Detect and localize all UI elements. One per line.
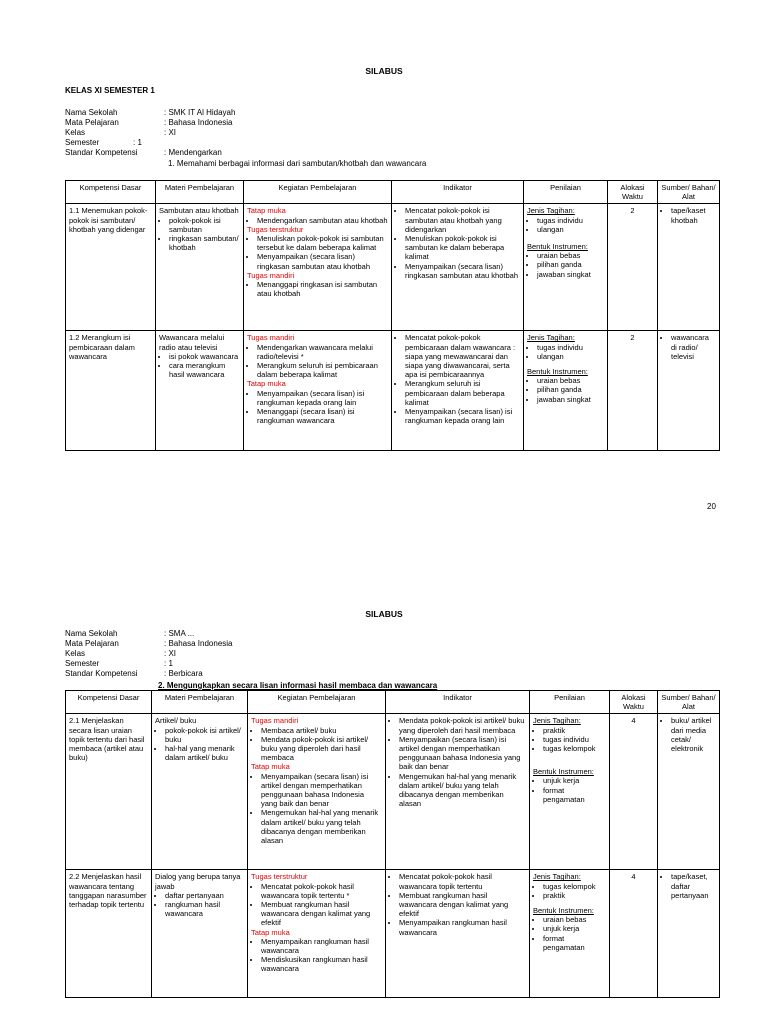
header-alokasi: Alokasi Waktu: [608, 181, 658, 204]
penilaian-cell: [530, 714, 610, 870]
header-kegiatan: Kegiatan Pembelajaran: [244, 181, 392, 204]
page2-syllabus-table: [65, 690, 720, 998]
list-item: • Mendiskusikan rangkuman hasil wawancara: [261, 955, 382, 973]
kegiatan-cell: [244, 331, 392, 451]
kegiatan-label: Tugas mandiri: [247, 270, 295, 280]
meta-value: : Mendengarkan: [164, 148, 222, 157]
alokasi-cell: 2: [608, 204, 658, 331]
materi-list: [159, 216, 240, 253]
materi-cell: [152, 714, 248, 870]
list-item: • Menyampaikan rangkuman hasil wawancara: [261, 937, 382, 955]
header-kegiatan: Kegiatan Pembelajaran: [248, 691, 386, 714]
list-item: • Membuat rangkuman hasil wawancara dengan kalimat yang efektif: [399, 891, 526, 919]
meta-row: [65, 649, 465, 659]
list-item: • Mengemukan hal-hal yang menarik dalam artikel/ buku yang telah dibacanya dengan memberikan alasan: [399, 772, 526, 809]
list-item: • Menuliskan pokok-pokok isi sambutan tersebut ke dalam beberapa kalimat: [257, 234, 388, 252]
kegiatan-label: Tugas mandiri: [247, 333, 295, 343]
list-item: • pilihan ganda: [537, 385, 604, 394]
meta-row: [65, 128, 465, 138]
list-item: • format pengamatan: [543, 934, 606, 952]
list-item: • Mencatat pokok-pokok hasil wawancara topik tertentu: [399, 872, 526, 890]
table-row: [66, 714, 720, 870]
meta-row: [65, 639, 465, 649]
indikator-cell: [386, 870, 530, 998]
meta-row: [65, 629, 465, 639]
page1-sk-line: 1. Memahami berbagai informasi dari sambutan/khotbah dan wawancara: [168, 159, 427, 168]
kd-cell: 1.1 Menemukan pokok-pokok isi sambutan/ khotbah yang didengar: [66, 204, 156, 331]
penilaian-label: Jenis Tagihan:: [533, 716, 581, 726]
list-item: • hal-hal yang menarik dalam artikel/ buku: [165, 744, 244, 762]
table-header-row: [66, 181, 720, 204]
penilaian-label: Jenis Tagihan:: [527, 333, 575, 343]
list-item: • buku/ artikel dari media cetak/ elektronik: [671, 716, 716, 753]
list-item: • jawaban singkat: [537, 270, 604, 279]
list-item: • praktik: [543, 891, 606, 900]
list-item: • Mendata pokok-pokok isi artikel/ buku yang diperoleh dari hasil membaca: [261, 735, 382, 763]
meta-value: : Bahasa Indonesia: [164, 639, 233, 648]
list-item: • tugas individu: [543, 735, 606, 744]
list-item: • Menyampaikan (secara lisan) isi rangkuman kepada orang lain: [257, 389, 388, 407]
kegiatan-label: Tugas mandiri: [251, 716, 299, 726]
alokasi-cell: 2: [608, 331, 658, 451]
page2-sk-line: 2. Mengungkapkan secara lisan informasi hasil membaca dan wawancara: [158, 681, 438, 690]
kegiatan-label: Tatap muka: [251, 927, 290, 937]
indikator-cell: [392, 204, 524, 331]
header-indikator: Indikator: [386, 691, 530, 714]
kegiatan-cell: [244, 204, 392, 331]
meta-row: [65, 669, 465, 679]
alokasi-cell: 4: [610, 714, 658, 870]
meta-key: Mata Pelajaran: [65, 118, 119, 127]
penilaian-label: Bentuk Instrumen:: [533, 767, 594, 777]
kegiatan-cell: [248, 714, 386, 870]
header-penilaian: Penilaian: [524, 181, 608, 204]
list-item: • praktik: [543, 726, 606, 735]
list-item: • Menyampaikan (secara lisan) isi rangkuman kepada orang lain: [405, 407, 520, 425]
list-item: • Mendengarkan wawancara melalui radio/televisi *: [257, 343, 388, 361]
header-penilaian: Penilaian: [530, 691, 610, 714]
list-item: • Menyampaikan (secara lisan) isi artikel dengan memperhatikan penggunaan bahasa Indonesia yang baik dan benar: [399, 735, 526, 772]
list-item: • ulangan: [537, 225, 604, 234]
list-item: • jawaban singkat: [537, 395, 604, 404]
page-number: 20: [707, 502, 716, 511]
indikator-cell: [386, 714, 530, 870]
list-item: • daftar pertanyaan: [165, 891, 244, 900]
list-item: • pilihan ganda: [537, 260, 604, 269]
kd-cell: 2.1 Menjelaskan secara lisan uraian topik tertentu dari hasil membaca (artikel atau buku): [66, 714, 152, 870]
meta-value: : XI: [164, 649, 177, 658]
list-item: • Menanggapi ringkasan isi sambutan atau khotbah: [257, 280, 388, 298]
penilaian-cell: [524, 331, 608, 451]
header-materi: Materi Pembelajaran: [156, 181, 244, 204]
materi-cell: [156, 204, 244, 331]
materi-head: Dialog yang berupa tanya jawab: [155, 872, 241, 891]
page1-class-line: KELAS XI SEMESTER 1: [65, 86, 155, 95]
penilaian-cell: [524, 204, 608, 331]
penilaian-label: Jenis Tagihan:: [533, 872, 581, 882]
header-kompetensi: Kompetensi Dasar: [66, 181, 156, 204]
penilaian-label: Jenis Tagihan:: [527, 206, 575, 216]
list-item: • rangkuman hasil wawancara: [165, 900, 244, 918]
penilaian-cell: [530, 870, 610, 998]
kegiatan-label: Tatap muka: [247, 379, 286, 389]
indikator-cell: [392, 331, 524, 451]
meta-value: : 1: [164, 659, 173, 668]
kd-cell: 1.2 Merangkum isi pembicaraan dalam wawancara: [66, 331, 156, 451]
list-item: • unjuk kerja: [543, 924, 606, 933]
table-header-row: [66, 691, 720, 714]
kd-cell: 2.2 Menjelaskan hasil wawancara tentang tanggapan narasumber terhadap topik tertentu: [66, 870, 152, 998]
meta-key: Nama Sekolah: [65, 629, 118, 638]
table-row: [66, 870, 720, 998]
list-item: • Merangkum seluruh isi pembicaraan dalam beberapa kalimat: [257, 361, 388, 379]
meta-value: : SMK IT Al Hidayah: [164, 108, 236, 117]
table-row: [66, 331, 720, 451]
list-item: • Merangkum seluruh isi pembicaraan dalam beberapa kalimat: [405, 379, 520, 407]
meta-row: [65, 148, 465, 158]
kegiatan-label: Tatap muka: [251, 762, 290, 772]
list-item: • pokok-pokok isi artikel/ buku: [165, 726, 244, 744]
meta-value: : SMA ...: [164, 629, 195, 638]
meta-key: Semester: [65, 659, 100, 668]
list-item: • tugas kelompok: [543, 744, 606, 753]
list-item: • Mendengarkan sambutan atau khotbah: [257, 216, 388, 225]
penilaian-label: Bentuk Instrumen:: [533, 906, 594, 916]
kegiatan-cell: [248, 870, 386, 998]
list-item: • ringkasan sambutan/ khotbah: [169, 234, 240, 252]
page1-syllabus-table: [65, 180, 720, 451]
list-item: • uraian bebas: [537, 251, 604, 260]
meta-row: [65, 138, 465, 148]
kegiatan-label: Tugas terstruktur: [251, 872, 308, 882]
list-item: • tugas kelompok: [543, 882, 606, 891]
list-item: • tape/kaset, daftar pertanyaan: [671, 872, 716, 900]
list-item: • pokok-pokok isi sambutan: [169, 216, 240, 234]
list-item: • unjuk kerja: [543, 776, 606, 785]
list-item: • wawancara di radio/ televisi: [671, 333, 716, 361]
meta-row: [65, 659, 465, 669]
list-item: • Menyampaikan (secara lisan) isi artikel dengan memperhatikan penggunaan bahasa Indonesia yang baik dan benar: [261, 772, 382, 809]
list-item: • tape/kaset khotbah: [671, 206, 716, 224]
header-sumber: Sumber/ Bahan/ Alat: [658, 691, 720, 714]
header-materi: Materi Pembelajaran: [152, 691, 248, 714]
sumber-cell: [658, 714, 720, 870]
penilaian-label: Bentuk Instrumen:: [527, 367, 588, 377]
sumber-cell: [658, 870, 720, 998]
meta-value: : Berbicara: [164, 669, 203, 678]
meta-value: : Bahasa Indonesia: [164, 118, 233, 127]
page2-meta: [65, 629, 465, 681]
list-item: • Menyampaikan (secara lisan) ringkasan sambutan atau khotbah: [405, 262, 520, 280]
materi-head: Artikel/ buku: [155, 716, 197, 726]
list-item: • Menyampaikan (secara lisan) ringkasan sambutan atau khotbah: [257, 252, 388, 270]
meta-key: Standar Kompetensi: [65, 669, 138, 678]
list-item: • Mendata pokok-pokok isi artikel/ buku yang diperoleh dari hasil membaca: [399, 716, 526, 734]
list-item: • Mencatat pokok-pokok isi sambutan atau khotbah yang didengarkan: [405, 206, 520, 234]
list-item: • Membuat rangkuman hasil wawancara dengan kalimat yang efektif: [261, 900, 382, 928]
table-row: [66, 204, 720, 331]
header-sumber: Sumber/ Bahan/ Alat: [658, 181, 720, 204]
list-item: • uraian bebas: [537, 376, 604, 385]
meta-key: Semester: [65, 138, 100, 147]
list-item: • Mencatat pokok-pokok pembicaraan dalam wawancara : siapa yang mewawancarai dan siapa yang diwawancarai, serta apa isi pembicaraannya: [405, 333, 520, 379]
header-kompetensi: Kompetensi Dasar: [66, 691, 152, 714]
list-item: • format pengamatan: [543, 786, 606, 804]
penilaian-label: Bentuk Instrumen:: [527, 242, 588, 252]
meta-value: : 1: [133, 138, 142, 147]
meta-value: : XI: [164, 128, 177, 137]
materi-head: Wawancara melalui radio atau televisi: [159, 333, 225, 352]
page1-meta: [65, 108, 465, 160]
list-item: • Menanggapi (secara lisan) isi rangkuman wawancara: [257, 407, 388, 425]
meta-key: Kelas: [65, 128, 86, 137]
kegiatan-label: Tugas terstruktur: [247, 224, 304, 234]
meta-key: Kelas: [65, 649, 86, 658]
kegiatan-label: Tatap muka: [247, 206, 286, 216]
list-item: • Menuliskan pokok-pokok isi sambutan ke dalam beberapa kalimat: [405, 234, 520, 262]
list-item: • uraian bebas: [543, 915, 606, 924]
list-item: • Membaca artikel/ buku: [261, 726, 382, 735]
alokasi-cell: 4: [610, 870, 658, 998]
list-item: • Mengemukan hal-hal yang menarik dalam artikel/ buku yang telah dibacanya dengan memberikan alasan: [261, 808, 382, 845]
materi-head: Sambutan atau khotbah: [159, 206, 239, 216]
list-item: • cara merangkum hasil wawancara: [169, 361, 240, 379]
list-item: • ulangan: [537, 352, 604, 361]
sumber-cell: [658, 204, 720, 331]
meta-row: [65, 108, 465, 118]
meta-key: Nama Sekolah: [65, 108, 118, 117]
materi-cell: [156, 331, 244, 451]
header-alokasi: Alokasi Waktu: [610, 691, 658, 714]
list-item: • tugas individu: [537, 216, 604, 225]
header-indikator: Indikator: [392, 181, 524, 204]
meta-row: [65, 118, 465, 128]
materi-cell: [152, 870, 248, 998]
meta-key: Mata Pelajaran: [65, 639, 119, 648]
list-item: • tugas individu: [537, 343, 604, 352]
sumber-cell: [658, 331, 720, 451]
page1-title: SILABUS: [365, 66, 403, 76]
list-item: • Mencatat pokok-pokok hasil wawancara topik tertentu *: [261, 882, 382, 900]
list-item: • isi pokok wawancara: [169, 352, 240, 361]
page2-title: SILABUS: [365, 609, 403, 619]
list-item: • Menyampaikan rangkuman hasil wawancara: [399, 918, 526, 936]
meta-key: Standar Kompetensi: [65, 148, 138, 157]
